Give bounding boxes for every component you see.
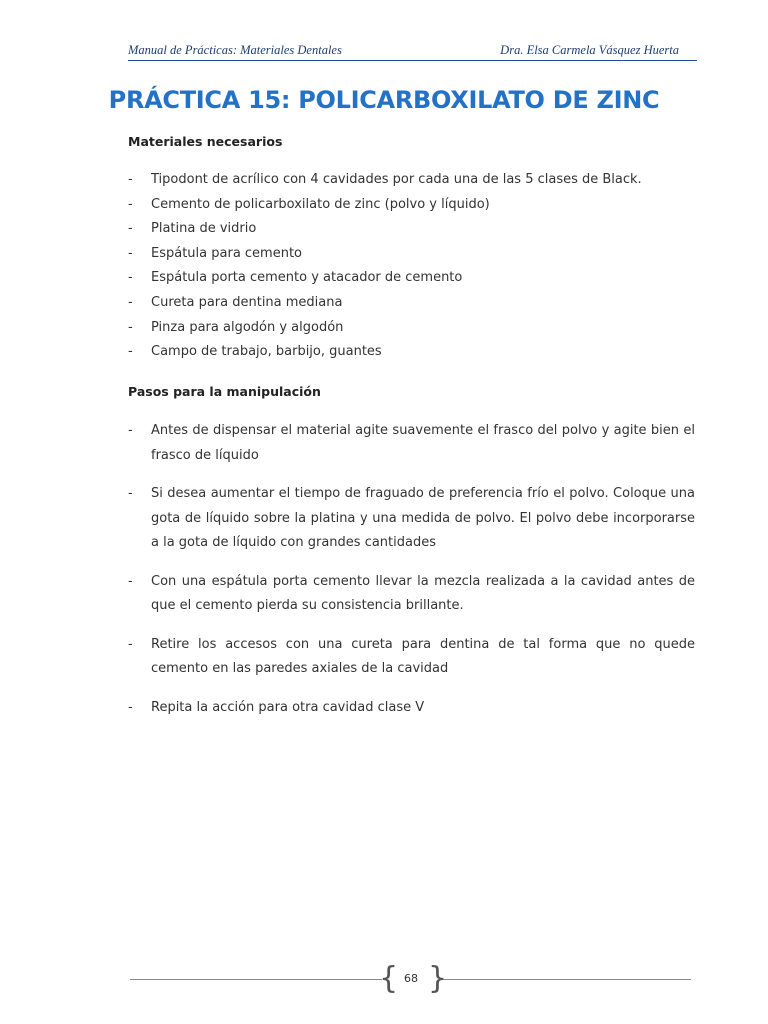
list-item-text: Cureta para dentina mediana xyxy=(151,294,343,310)
list-item-text: Espátula para cemento xyxy=(151,245,303,261)
footer-rule-left xyxy=(130,979,382,980)
header-manual-title: Manual de Prácticas: Materiales Dentales xyxy=(128,43,342,57)
step-item xyxy=(128,570,695,619)
bullet-dash: - xyxy=(128,319,133,335)
list-item xyxy=(128,291,695,316)
list-item-text: Espátula porta cemento y atacador de cemento xyxy=(151,270,463,286)
bullet-dash: - xyxy=(128,245,133,261)
footer-bracket-left: { xyxy=(379,961,399,996)
list-item-text: Campo de trabajo, barbijo, guantes xyxy=(151,344,382,360)
list-item xyxy=(128,266,695,291)
bullet-dash: - xyxy=(128,172,133,187)
page-title: PRÁCTICA 15: POLICARBOXILATO DE ZINC xyxy=(108,86,660,114)
step-text: Retire los accesos con una cureta para dentina de tal forma que no quede cemento en las paredes axiales de la cavidad xyxy=(151,636,695,676)
bullet-dash: - xyxy=(128,294,133,310)
bullet-dash: - xyxy=(128,221,133,237)
materials-list xyxy=(128,168,695,365)
step-item xyxy=(128,696,695,721)
list-item xyxy=(128,340,695,365)
footer-rule-right xyxy=(440,979,691,980)
steps-heading: Pasos para la manipulación xyxy=(128,384,321,399)
list-item-text: Tipodont de acrílico con 4 cavidades por cada una de las 5 clases de Black. xyxy=(151,172,642,187)
step-item xyxy=(128,419,695,468)
bullet-dash: - xyxy=(128,270,133,286)
list-item xyxy=(128,242,695,267)
list-item xyxy=(128,316,695,341)
step-text: Si desea aumentar el tiempo de fraguado de preferencia frío el polvo. Coloque una gota de líquido sobre la platina y una medida de polvo. El polvo debe incorporarse a la gota de líquido con grandes cantidades xyxy=(151,486,695,550)
bullet-dash: - xyxy=(128,196,133,212)
bullet-dash: - xyxy=(128,344,133,360)
list-item-text: Platina de vidrio xyxy=(151,221,257,237)
materials-heading: Materiales necesarios xyxy=(128,134,283,149)
bullet-dash: - xyxy=(128,636,133,652)
step-text: Con una espátula porta cemento llevar la mezcla realizada a la cavidad antes de que el cemento pierda su consistencia brillante. xyxy=(151,573,695,613)
step-text: Repita la acción para otra cavidad clase V xyxy=(151,699,425,715)
header-author: Dra. Elsa Carmela Vásquez Huerta xyxy=(500,43,679,57)
steps-list xyxy=(128,419,695,734)
bullet-dash: - xyxy=(128,573,133,589)
step-text: Antes de dispensar el material agite suavemente el frasco del polvo y agite bien el frasco de líquido xyxy=(151,423,695,463)
page-number: 68 xyxy=(404,972,418,985)
footer-bracket-right: } xyxy=(428,961,448,996)
list-item-text: Pinza para algodón y algodón xyxy=(151,319,344,335)
step-item xyxy=(128,633,695,682)
bullet-dash: - xyxy=(128,423,133,438)
bullet-dash: - xyxy=(128,486,133,501)
list-item-text: Cemento de policarboxilato de zinc (polvo y líquido) xyxy=(151,196,490,212)
list-item xyxy=(128,217,695,242)
running-header xyxy=(128,42,697,61)
bullet-dash: - xyxy=(128,699,133,715)
list-item xyxy=(128,168,695,193)
step-item xyxy=(128,482,695,556)
list-item xyxy=(128,193,695,218)
